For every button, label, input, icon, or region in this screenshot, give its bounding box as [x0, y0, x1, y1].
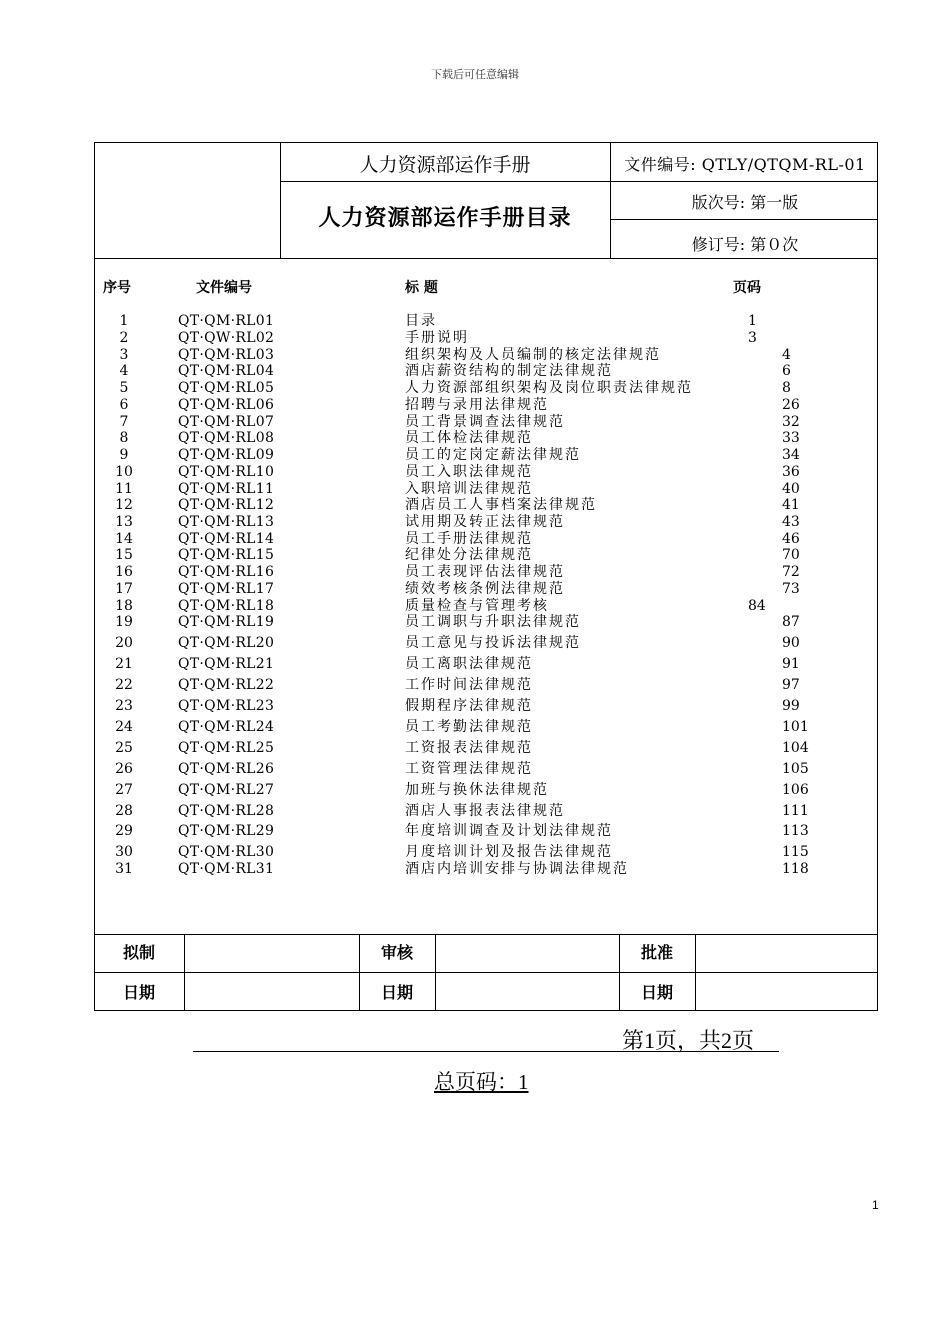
toc-row-title: 员工入职法律规范 — [405, 464, 533, 480]
toc-row-title: 员工离职法律规范 — [405, 656, 533, 672]
toc-row-number: 22 — [115, 677, 133, 693]
toc-row-number: 4 — [119, 363, 129, 379]
toc-row-number: 23 — [115, 698, 133, 714]
header-divider — [611, 219, 878, 220]
column-header-code: 文件编号 — [196, 280, 252, 296]
toc-row-number: 10 — [115, 464, 133, 480]
toc-row-code: QT·QM·RL11 — [178, 481, 275, 497]
toc-row-title: 酒店薪资结构的制定法律规范 — [405, 363, 613, 379]
toc-row-number: 12 — [115, 497, 133, 513]
toc-row-number: 31 — [115, 861, 133, 877]
page-number: 1 — [872, 1198, 879, 1212]
toc-row-title: 招聘与录用法律规范 — [405, 397, 549, 413]
toc-row-title: 员工表现评估法律规范 — [405, 564, 565, 580]
toc-row-title: 员工考勤法律规范 — [405, 719, 533, 735]
toc-row-number: 19 — [115, 614, 133, 630]
toc-row-code: QT·QM·RL03 — [178, 347, 275, 363]
toc-row-title: 加班与换休法律规范 — [405, 782, 549, 798]
toc-row-number: 20 — [115, 635, 133, 651]
header-divider — [281, 181, 878, 182]
signoff-divider — [695, 934, 696, 1011]
toc-row-title: 工资管理法律规范 — [405, 761, 533, 777]
toc-row-code: QT·QM·RL05 — [178, 380, 275, 396]
toc-row-code: QT·QM·RL23 — [178, 698, 275, 714]
toc-row-number: 26 — [115, 761, 133, 777]
header-divider — [610, 142, 611, 258]
toc-row-page: 3 — [748, 330, 757, 346]
toc-row-number: 30 — [115, 844, 133, 860]
column-header-page: 页码 — [733, 280, 761, 296]
toc-row-code: QT·QM·RL07 — [178, 414, 275, 430]
toc-row-page: 34 — [782, 447, 800, 463]
toc-row-code: QT·QM·RL15 — [178, 547, 275, 563]
toc-row-title: 试用期及转正法律规范 — [405, 514, 565, 530]
toc-row-title: 员工体检法律规范 — [405, 430, 533, 446]
toc-row-code: QT·QM·RL21 — [178, 656, 275, 672]
toc-row-code: QT·QW·RL02 — [178, 330, 275, 346]
toc-row-page: 106 — [782, 782, 809, 798]
toc-row-page: 87 — [782, 614, 800, 630]
toc-row-code: QT·QM·RL24 — [178, 719, 275, 735]
toc-row-title: 目录 — [405, 313, 437, 329]
toc-row-page: 46 — [782, 531, 800, 547]
toc-row-number: 16 — [115, 564, 133, 580]
toc-row-code: QT·QM·RL22 — [178, 677, 275, 693]
toc-row-title: 年度培训调查及计划法律规范 — [405, 823, 613, 839]
toc-row-page: 4 — [782, 347, 791, 363]
toc-row-page: 113 — [782, 823, 809, 839]
toc-row-title: 质量检查与管理考核 — [405, 598, 549, 614]
toc-row-title: 入职培训法律规范 — [405, 481, 533, 497]
toc-row-page: 105 — [782, 761, 809, 777]
toc-row-code: QT·QM·RL14 — [178, 531, 275, 547]
toc-row-code: QT·QM·RL17 — [178, 581, 275, 597]
toc-row-title: 员工手册法律规范 — [405, 531, 533, 547]
toc-row-number: 5 — [119, 380, 129, 396]
toc-row-number: 29 — [115, 823, 133, 839]
toc-row-number: 21 — [115, 656, 133, 672]
toc-row-page: 97 — [782, 677, 800, 693]
total-page-number: 总页码：1 — [434, 1070, 529, 1094]
toc-row-page: 111 — [782, 803, 809, 819]
signoff-middle-divider — [94, 972, 878, 973]
toc-row-page: 6 — [782, 363, 791, 379]
toc-row-code: QT·QM·RL30 — [178, 844, 275, 860]
toc-row-number: 2 — [119, 330, 129, 346]
toc-row-title: 月度培训计划及报告法律规范 — [405, 844, 613, 860]
toc-row-title: 员工调职与升职法律规范 — [405, 614, 581, 630]
page-title: 人力资源部运作手册目录 — [318, 205, 572, 231]
toc-row-page: 32 — [782, 414, 800, 430]
toc-row-code: QT·QM·RL26 — [178, 761, 275, 777]
toc-row-code: QT·QM·RL13 — [178, 514, 275, 530]
top-note: 下载后可任意编辑 — [431, 68, 519, 81]
toc-row-title: 员工的定岗定薪法律规范 — [405, 447, 581, 463]
toc-row-page: 41 — [782, 497, 800, 513]
toc-row-number: 24 — [115, 719, 133, 735]
toc-row-number: 7 — [119, 414, 129, 430]
toc-row-page: 33 — [782, 430, 800, 446]
toc-row-number: 17 — [115, 581, 133, 597]
toc-row-number: 14 — [115, 531, 133, 547]
toc-row-title: 工资报表法律规范 — [405, 740, 533, 756]
toc-row-title: 酒店员工人事档案法律规范 — [405, 497, 597, 513]
manual-title: 人力资源部运作手册 — [359, 154, 531, 176]
toc-row-page: 72 — [782, 564, 800, 580]
document-number: 文件编号: QTLY/QTQM-RL-01 — [624, 155, 866, 174]
toc-row-code: QT·QM·RL19 — [178, 614, 275, 630]
toc-row-page: 73 — [782, 581, 800, 597]
toc-row-title: 酒店人事报表法律规范 — [405, 803, 565, 819]
toc-row-number: 28 — [115, 803, 133, 819]
header-bottom-divider — [94, 258, 878, 259]
signoff-divider — [435, 934, 436, 1011]
toc-row-number: 9 — [119, 447, 129, 463]
draft-date-label: 日期 — [122, 983, 155, 1002]
toc-row-code: QT·QM·RL28 — [178, 803, 275, 819]
toc-row-code: QT·QM·RL08 — [178, 430, 275, 446]
signoff-divider — [184, 934, 185, 1011]
toc-row-number: 6 — [119, 397, 129, 413]
footer-rule — [193, 1051, 779, 1052]
page-indicator: 第1页，共2页 — [622, 1028, 755, 1053]
toc-row-number: 3 — [119, 347, 129, 363]
signoff-top-divider — [94, 934, 878, 935]
toc-row-page: 90 — [782, 635, 800, 651]
review-date-label: 日期 — [380, 983, 413, 1002]
toc-row-number: 18 — [115, 598, 133, 614]
toc-row-code: QT·QM·RL31 — [178, 861, 275, 877]
toc-row-page: 115 — [782, 844, 809, 860]
toc-row-page: 40 — [782, 481, 800, 497]
toc-row-code: QT·QM·RL20 — [178, 635, 275, 651]
review-label: 审核 — [380, 943, 413, 962]
toc-row-title: 酒店内培训安排与协调法律规范 — [405, 861, 629, 877]
toc-row-number: 15 — [115, 547, 133, 563]
toc-row-page: 99 — [782, 698, 800, 714]
toc-row-title: 绩效考核条例法律规范 — [405, 581, 565, 597]
toc-row-page: 101 — [782, 719, 809, 735]
revision-number: 修订号: 第０次 — [691, 235, 799, 254]
toc-row-code: QT·QM·RL25 — [178, 740, 275, 756]
version-number: 版次号: 第一版 — [691, 193, 799, 212]
approve-date-label: 日期 — [640, 983, 673, 1002]
toc-row-number: 11 — [115, 481, 133, 497]
toc-row-page: 1 — [748, 313, 757, 329]
toc-row-page: 26 — [782, 397, 800, 413]
toc-row-page: 36 — [782, 464, 800, 480]
toc-row-number: 27 — [115, 782, 133, 798]
toc-row-code: QT·QM·RL01 — [178, 313, 275, 329]
toc-row-page: 104 — [782, 740, 809, 756]
toc-row-code: QT·QM·RL12 — [178, 497, 275, 513]
toc-row-page: 84 — [748, 598, 766, 614]
toc-row-title: 组织架构及人员编制的核定法律规范 — [405, 347, 661, 363]
toc-row-code: QT·QM·RL04 — [178, 363, 275, 379]
toc-row-code: QT·QM·RL09 — [178, 447, 275, 463]
toc-row-title: 纪律处分法律规范 — [405, 547, 533, 563]
approve-label: 批准 — [640, 943, 673, 962]
toc-row-title: 员工意见与投诉法律规范 — [405, 635, 581, 651]
toc-row-code: QT·QM·RL16 — [178, 564, 275, 580]
toc-row-page: 43 — [782, 514, 800, 530]
toc-row-page: 70 — [782, 547, 800, 563]
toc-row-code: QT·QM·RL10 — [178, 464, 275, 480]
toc-row-code: QT·QM·RL06 — [178, 397, 275, 413]
toc-row-title: 员工背景调查法律规范 — [405, 414, 565, 430]
toc-row-title: 手册说明 — [405, 330, 469, 346]
toc-row-number: 13 — [115, 514, 133, 530]
toc-row-code: QT·QM·RL27 — [178, 782, 275, 798]
toc-row-page: 8 — [782, 380, 791, 396]
toc-row-page: 118 — [782, 861, 809, 877]
draft-label: 拟制 — [122, 943, 155, 962]
toc-row-title: 人力资源部组织架构及岗位职责法律规范 — [405, 380, 693, 396]
toc-row-page: 91 — [782, 656, 800, 672]
column-header-title: 标 题 — [405, 280, 438, 296]
toc-row-code: QT·QM·RL29 — [178, 823, 275, 839]
toc-row-title: 假期程序法律规范 — [405, 698, 533, 714]
toc-row-number: 25 — [115, 740, 133, 756]
toc-row-code: QT·QM·RL18 — [178, 598, 275, 614]
column-header-no: 序号 — [103, 280, 131, 296]
toc-row-number: 1 — [119, 313, 129, 329]
toc-row-title: 工作时间法律规范 — [405, 677, 533, 693]
toc-row-number: 8 — [119, 430, 129, 446]
